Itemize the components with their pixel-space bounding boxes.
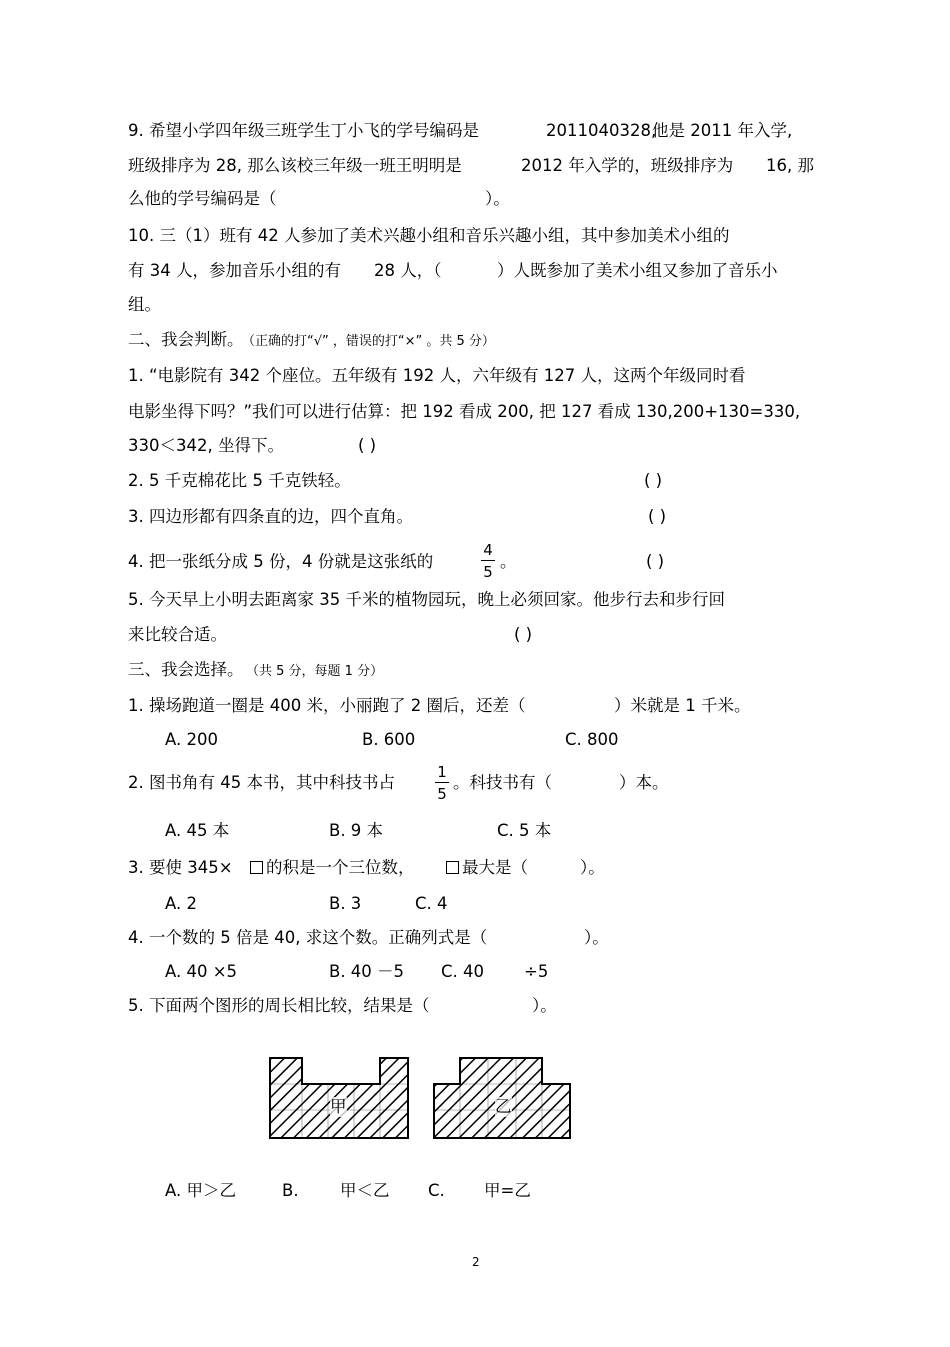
fraction-numerator: 1 (435, 764, 449, 783)
s2-q3-answer-paren: ( ) (648, 507, 667, 526)
s3-q3-text1: 3. 要使 345× (128, 858, 233, 877)
page-number: 2 (472, 1255, 480, 1269)
section2-heading: 二、我会判断。 (128, 330, 244, 349)
q10-line2-mid: 28 人，（ (374, 261, 442, 280)
s3-q3-text3: 最大是（ (462, 858, 528, 877)
s2-q4-after: 。 (500, 552, 517, 571)
s3-q2-after: 。科技书有（ (453, 773, 552, 792)
s3-q2-after2: ）本。 (619, 773, 669, 792)
s2-q2-answer-paren: ( ) (644, 471, 663, 490)
q9-line2-end: 16, 那 (766, 156, 814, 175)
s3-q1-option-b: B. 600 (362, 730, 416, 749)
s3-q4-option-c: C. 40 (441, 962, 485, 981)
s2-q4-fraction (481, 542, 495, 580)
s3-q5-after: ）。 (532, 996, 557, 1015)
s3-q3-option-a: A. 2 (165, 894, 197, 913)
s2-q1-answer-paren: ( ) (358, 436, 377, 455)
s3-q4-option-b: B. 40 －5 (329, 962, 405, 981)
s3-q3-option-b: B. 3 (329, 894, 362, 913)
section2-note: （正确的打“√” ，错误的打“×” 。共 5 分） (242, 334, 495, 349)
s3-q3-text2: 的积是一个三位数， (266, 858, 415, 877)
s2-q5-line1: 5. 今天早上小明去距离家 35 千米的植物园玩，晚上必须回家。他步行去和步行回 (128, 590, 725, 609)
q10-line1: 10. 三（1）班有 42 人参加了美术兴趣小组和音乐兴趣小组，其中参加美术小组的 (128, 226, 730, 245)
s3-q3-after: ）。 (580, 858, 605, 877)
s2-q2-text: 2. 5 千克棉花比 5 千克铁轻。 (128, 471, 351, 490)
s3-q4-after: ）。 (584, 928, 609, 947)
s3-q4-option-a: A. 40 ×5 (165, 962, 238, 981)
fraction-denominator: 5 (483, 563, 493, 581)
s3-q5-option-b: 甲＜乙 (340, 1181, 390, 1200)
figure-yi-label: 乙 (495, 1097, 512, 1116)
s3-q5-text: 5. 下面两个图形的周长相比较，结果是（ (128, 996, 430, 1015)
s3-q5-option-c-letter: C. (428, 1181, 445, 1200)
s2-q1-line3: 330＜342, 坐得下。 (128, 436, 284, 455)
s3-q2-option-a: A. 45 本 (165, 821, 230, 840)
q10-line3: 组。 (128, 295, 161, 314)
s3-q4-text: 4. 一个数的 5 倍是 40, 求这个数。正确列式是（ (128, 928, 488, 947)
q9-student-code: 2011040328, (546, 121, 657, 140)
q9-line2-mid: 2012 年入学的，班级排序为 (521, 156, 734, 175)
q10-line2-end: ）人既参加了美术小组又参加了音乐小 (497, 261, 778, 280)
fraction-denominator: 5 (437, 785, 447, 803)
s3-q5-option-b-letter: B. (282, 1181, 299, 1200)
s3-q2-option-b: B. 9 本 (329, 821, 384, 840)
s2-q1-line2: 电影坐得下吗？”我们可以进行估算：把 192 看成 200, 把 127 看成 130,200+130=330, (128, 402, 801, 421)
s3-q5-option-a: A. 甲＞乙 (165, 1181, 236, 1200)
section3-note: （共 5 分，每题 1 分） (246, 664, 384, 679)
q9-line1-end: 他是 2011 年入学, (652, 121, 793, 140)
s3-q1-text: 1. 操场跑道一圈是 400 米，小丽跑了 2 圈后，还差（ (128, 696, 526, 715)
s2-q5-answer-paren: ( ) (514, 625, 533, 644)
s3-q4-option-c-op: ÷5 (524, 962, 549, 981)
q9-line3: 么他的学号编码是（ (128, 189, 277, 208)
s3-q2-option-c: C. 5 本 (497, 821, 552, 840)
s3-q1-option-c: C. 800 (565, 730, 619, 749)
s3-q2-fraction (435, 764, 449, 802)
s2-q3-text: 3. 四边形都有四条直的边，四个直角。 (128, 507, 413, 526)
q10-line2: 有 34 人，参加音乐小组的有 (128, 261, 341, 280)
q9-line2: 班级排序为 28, 那么该校三年级一班王明明是 (128, 156, 462, 175)
s3-q3-option-c: C. 4 (415, 894, 448, 913)
s3-q1-after: ）米就是 1 千米。 (614, 696, 751, 715)
blank-square-box (446, 861, 459, 874)
s3-q2-text: 2. 图书角有 45 本书，其中科技书占 (128, 773, 395, 792)
q9-line1: 9. 希望小学四年级三班学生丁小飞的学号编码是 (128, 121, 479, 140)
s2-q4-answer-paren: ( ) (646, 552, 665, 571)
figure-jia-label: 甲 (330, 1097, 347, 1116)
perimeter-figures (266, 1050, 576, 1145)
s2-q4-text: 4. 把一张纸分成 5 份，4 份就是这张纸的 (128, 552, 434, 571)
s3-q5-option-c: 甲=乙 (484, 1181, 531, 1200)
section3-heading: 三、我会选择。 (128, 660, 244, 679)
s3-q1-option-a: A. 200 (165, 730, 218, 749)
s2-q5-line2: 来比较合适。 (128, 625, 227, 644)
q9-line3-end: ）。 (485, 189, 510, 208)
s2-q1-line1: 1. “电影院有 342 个座位。五年级有 192 人，六年级有 127 人，这两个年级同时看 (128, 366, 746, 385)
fraction-numerator: 4 (481, 542, 495, 561)
blank-square-box (250, 861, 263, 874)
